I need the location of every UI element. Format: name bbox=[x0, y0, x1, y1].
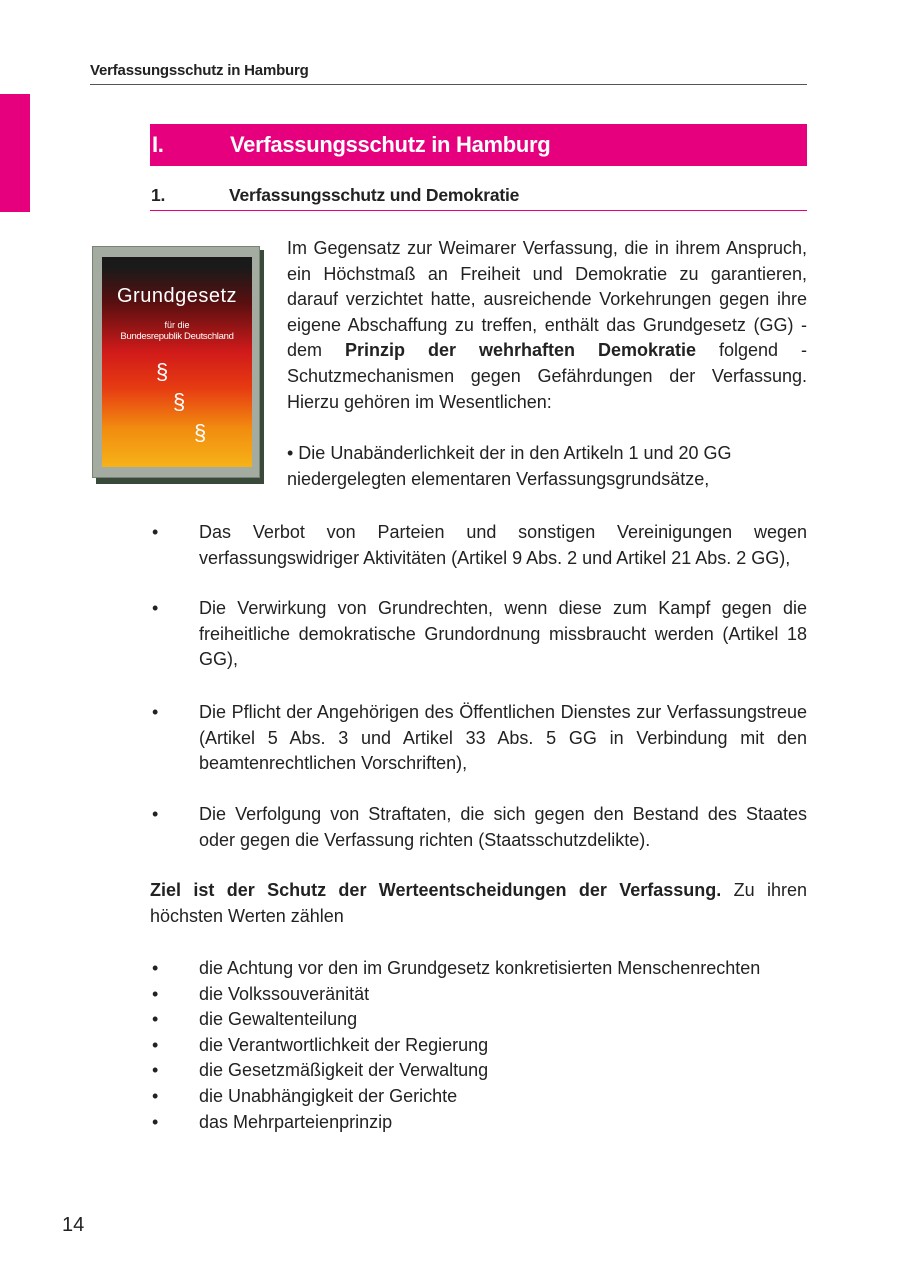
book-subtitle-line1: für die bbox=[164, 320, 190, 330]
list-item bbox=[150, 1033, 830, 1059]
bullet-icon: • bbox=[152, 702, 159, 722]
list-item bbox=[150, 1110, 830, 1136]
bullet-icon: • bbox=[152, 1111, 159, 1132]
measure-text: Die Pflicht der Angehörigen des Öffentlichen Dienstes zur Verfassungstreue (Artikel 5 Abs. 3 und Artikel 33 Abs. 5 GG in Verbindung mit den beamtenrechtlichen Vorschriften), bbox=[199, 702, 807, 774]
value-text: die Verantwortlichkeit der Regierung bbox=[199, 1034, 489, 1055]
goal-paragraph bbox=[150, 878, 807, 929]
paragraph-symbol-icon: § bbox=[194, 420, 207, 445]
measure-item bbox=[150, 596, 807, 673]
measure-item bbox=[150, 700, 807, 777]
paragraph-symbol-icon: § bbox=[173, 389, 186, 414]
grundgesetz-book-image bbox=[92, 246, 264, 484]
list-item bbox=[150, 956, 830, 982]
value-text: die Gesetzmäßigkeit der Verwaltung bbox=[199, 1060, 489, 1081]
chapter-title: Verfassungsschutz in Hamburg bbox=[230, 132, 551, 157]
value-text: die Gewaltenteilung bbox=[199, 1009, 358, 1030]
intro-first-bullet: • Die Unabänderlichkeit der in den Artikeln 1 und 20 GG niedergelegten elementaren Verfassungsgrundsätze, bbox=[287, 443, 732, 489]
value-text: das Mehrparteienprinzip bbox=[199, 1111, 393, 1132]
list-item bbox=[150, 1058, 830, 1084]
paragraph-symbol-icon: § bbox=[156, 359, 169, 384]
running-header: Verfassungsschutz in Hamburg bbox=[90, 62, 807, 85]
measure-text: Die Verwirkung von Grundrechten, wenn diese zum Kampf gegen die freiheitliche demokratische Grundordnung missbraucht werden (Artikel 18 GG), bbox=[199, 598, 807, 670]
book-subtitle-line2: Bundesrepublik Deutschland bbox=[120, 331, 234, 342]
goal-bold: Ziel ist der Schutz der Werteentscheidungen der Verfassung. bbox=[150, 880, 722, 900]
value-text: die Unabhängigkeit der Gerichte bbox=[199, 1085, 458, 1106]
book-face bbox=[102, 257, 252, 467]
bullet-icon: • bbox=[152, 983, 159, 1004]
chapter-heading bbox=[150, 124, 807, 166]
value-text: die Achtung vor den im Grundgesetz konkretisierten Menschenrechten bbox=[199, 958, 761, 978]
value-text: die Volkssouveränität bbox=[199, 983, 370, 1004]
bullet-icon: • bbox=[152, 1034, 159, 1055]
bullet-icon: • bbox=[152, 958, 159, 978]
intro-text-continued: folgend - Schutzmechanismen gegen Gefährdungen der Verfassung. Hierzu gehören im Wesentlichen: bbox=[287, 340, 807, 412]
measure-item bbox=[150, 802, 807, 853]
goal-text: Zu ihren höchsten Werten zählen bbox=[150, 880, 807, 926]
intro-bold-principle: Prinzip der wehrhaften Demokratie bbox=[345, 340, 696, 361]
section-title: Verfassungsschutz und Demokratie bbox=[229, 185, 520, 205]
bullet-icon: • bbox=[152, 1085, 159, 1106]
bullet-icon: • bbox=[152, 1060, 159, 1081]
intro-text: Im Gegensatz zur Weimarer Verfassung, die in ihrem Anspruch, ein Höchstmaß an Freiheit und Demokratie zu garantieren, darauf verzichtet hatte, ausreichende Vorkehrungen gegen ihre eigene Abschaffung zu treffen, enthält das Grundgesetz (GG) - dem bbox=[287, 238, 807, 361]
page-number: 14 bbox=[62, 1214, 85, 1236]
measure-item bbox=[150, 520, 807, 571]
values-list bbox=[150, 956, 830, 1135]
chapter-side-tab bbox=[0, 94, 30, 212]
book-cover bbox=[92, 246, 260, 478]
list-item bbox=[150, 982, 830, 1008]
bullet-icon: • bbox=[152, 804, 159, 824]
section-heading bbox=[150, 185, 807, 211]
list-item bbox=[150, 1007, 830, 1033]
bullet-icon: • bbox=[152, 522, 159, 542]
measure-text: Das Verbot von Parteien und sonstigen Vereinigungen wegen verfassungswidriger Aktivitäten (Artikel 9 Abs. 2 und Artikel 21 Abs. 2 GG), bbox=[199, 522, 807, 568]
book-title: Grundgesetz bbox=[116, 285, 237, 307]
section-number: 1. bbox=[151, 185, 166, 205]
list-item bbox=[150, 1084, 830, 1110]
bullet-icon: • bbox=[152, 1009, 159, 1030]
bullet-icon: • bbox=[152, 598, 159, 618]
measure-text: Die Verfolgung von Straftaten, die sich gegen den Bestand des Staates oder gegen die Verfassung richten (Staatsschutzdelikte). bbox=[199, 804, 807, 850]
chapter-number: I. bbox=[152, 132, 164, 157]
intro-paragraph bbox=[287, 236, 807, 415]
